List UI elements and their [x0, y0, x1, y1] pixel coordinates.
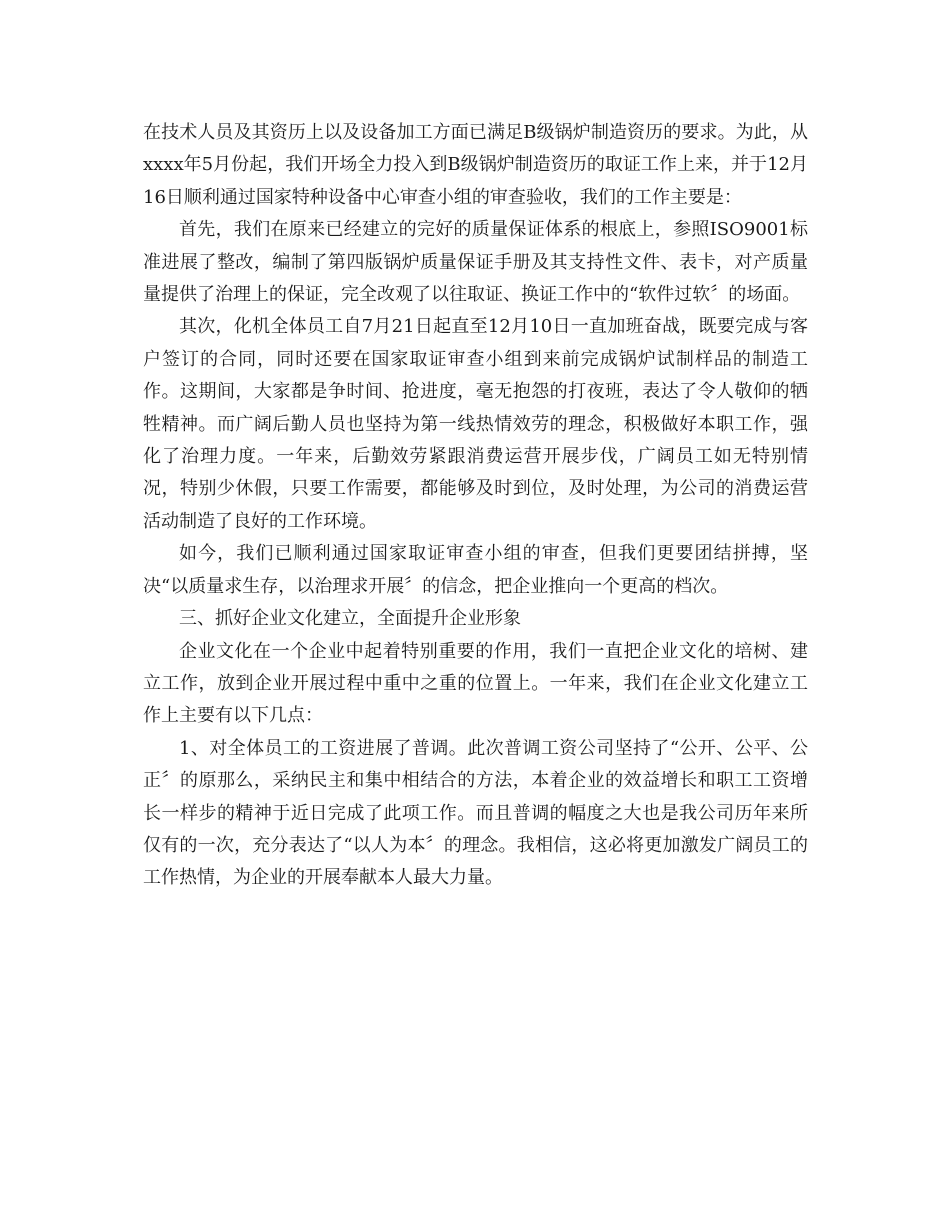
paragraph-2: 首先，我们在原来已经建立的完好的质量保证体系的根底上，参照ISO9001标准进展了整改，编制了第四版锅炉质量保证手册及其支持性文件、表卡，对产质量量提供了治理上的保证，完全改观了以往取证、换证工作中的“软件过软〞的场面。: [143, 219, 808, 306]
section-heading: 三、抓好企业文化建立，全面提升企业形象: [179, 608, 521, 630]
paragraph-6: 1、对全体员工的工资进展了普调。此次普调工资公司坚持了“公开、公平、公正〞的原那么，采纳民主和集中相结合的方法，本着企业的效益增长和职工工资增长一样步的精神于近日完成了此项工作。而且普调的幅度之大也是我公司历年来所仅有的一次，充分表达了“以人为本〞的理念。我相信，这必将更加激发广阔员工的工作热情，为企业的开展奉献本人最大力量。: [143, 737, 808, 889]
paragraph-4: 如今，我们已顺利通过国家取证审查小组的审查，但我们更要团结拼搏，坚决“以质量求生存，以治理求开展〞的信念，把企业推向一个更高的档次。: [143, 543, 808, 597]
paragraph-3: 其次，化机全体员工自7月21日起直至12月10日一直加班奋战，既要完成与客户签订的合同，同时还要在国家取证审查小组到来前完成锅炉试制样品的制造工作。这期间，大家都是争时间、抢进度，毫无抱怨的打夜班，表达了令人敬仰的牺牲精神。而广阔后勤人员也坚持为第一线热情效劳的理念，积极做好本职工作，强化了治理力度。一年来，后勤效劳紧跟消费运营开展步伐，广阔员工如无特别情况，特别少休假，只要工作需要，都能够及时到位，及时处理，为公司的消费运营活动制造了良好的工作环境。: [143, 316, 808, 532]
paragraph-5: 企业文化在一个企业中起着特别重要的作用，我们一直把企业文化的培树、建立工作，放到企业开展过程中重中之重的位置上。一年来，我们在企业文化建立工作上主要有以下几点：: [143, 640, 808, 727]
paragraph-1: 在技术人员及其资历上以及设备加工方面已满足B级锅炉制造资历的要求。为此，从xxxx年5月份起，我们开场全力投入到B级锅炉制造资历的取证工作上来，并于12月16日顺利通过国家特种设备中心审查小组的审查验收，我们的工作主要是：: [143, 122, 808, 208]
document-body: [143, 117, 808, 895]
